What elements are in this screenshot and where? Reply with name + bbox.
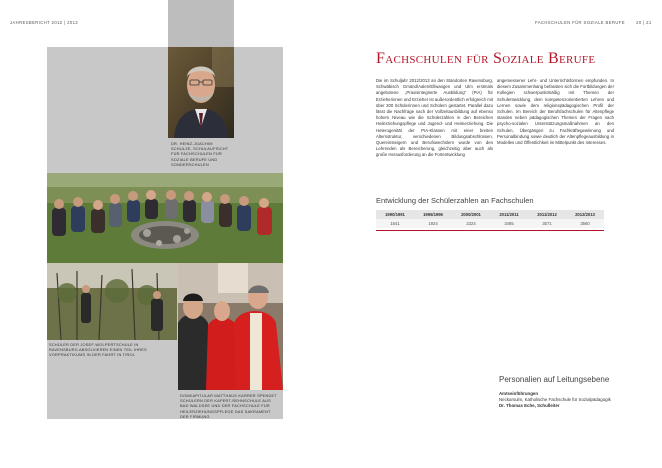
stats-heading: Entwicklung der Schülerzahlen an Fachschulen bbox=[376, 196, 534, 205]
personal-heading: Personalien auf Leitungsebene bbox=[499, 375, 610, 384]
page-number: 20 | 21 bbox=[636, 20, 652, 25]
portrait-man-image bbox=[168, 47, 234, 138]
stats-header-cell: 1995/1996 bbox=[414, 210, 452, 219]
stats-value-cell: 1641 bbox=[376, 219, 414, 228]
portrait-photo bbox=[168, 47, 234, 138]
running-head-title: FACHSCHULEN FÜR SOZIALE BERUFE bbox=[535, 20, 625, 25]
header-grey-tab bbox=[168, 0, 234, 47]
stats-value-cell: 3560 bbox=[566, 219, 604, 228]
group-photo bbox=[47, 173, 283, 263]
right-running-head bbox=[535, 20, 652, 25]
ceremony-photo bbox=[178, 263, 283, 390]
group-caption: SCHÜLER DER JOSEF-WOLPERTSCHULE IN RAVENSBURG ABSOLVIEREN EINEN TEIL IHRES VORPRAKTIKUMS IN DER FAHRT IN TIROL bbox=[49, 342, 147, 358]
intro-column-1: Die im Schuljahr 2012/2013 an den Standorten Ravensburg, Schwäbisch Gmünd/Aalen/Ellwangen und Ulm erstmals angebotene „Praxisintegrierte Ausbildung“ (PiA) für Erzieherinnen und Erzieher ist außerordentlich erfolgreich mit über 200 Schülerinnen und Schülern gestartet. Parallel dazu lässt die Nachfrage nach der Vollzeitausbildung auf ebenso hohem Niveau wie die Schülerzahlen in den Bereichen Heilerziehungspflege und Jugend- und Heimerziehung. Die Heterogenität der PIA-Klassen mit einer breiten Altersstruktur, verschiedenen Bildungsabschlüssen, Quereinsteigern und Berufswechslern wurde von den Lehrenden als Bereicherung, gleichzeitig aber auch als große Herausforderung an die Fortentwicklung bbox=[376, 78, 493, 158]
stats-header-row bbox=[376, 210, 604, 219]
stats-header-cell: 2000/2001 bbox=[452, 210, 490, 219]
stats-table-bottom-rule bbox=[376, 230, 604, 231]
personal-line-2: Dr. Thomas Eche, Schulleiter bbox=[499, 403, 560, 409]
ceremony-caption: DOMKAPITULAR MATTHÄUS KARRER SPENDET SCHÜLERN DER KAPERT-REHNSCHULE AUS BAD WALDSEE UND DER FACHSCHULE FÜR HEILERZIEHUNGSPFLEGE DAS SAKRAMENT DER FIRMUNG bbox=[180, 393, 277, 419]
stats-value-cell: 3571 bbox=[528, 219, 566, 228]
personal-line-1: Neckarsulm, Katholische Fachschule für Sozialpädagogik bbox=[499, 397, 611, 403]
stats-table bbox=[376, 210, 604, 228]
stats-value-cell: 3485 bbox=[490, 219, 528, 228]
stats-header-cell: 2012/2013 bbox=[566, 210, 604, 219]
left-running-head: JAHRESBERICHT 2012 | 2013 bbox=[10, 20, 79, 25]
intro-column-2: angemessener Lehr- und Unterrichtsformen empfunden. In diesem Zusammenhang befassten sich die Fortbildungen der Kollegien schwerpunktmäßig mit Themen der Schulentwicklung, dem kompetenzorientierten Lehren und Lernen sowie dem religionspädagogischen Profil der Schulen. Im Bereich der Berufsfachschulen für Altenpflege standen neben pädagogischen Themen der Fragen nach psycho-sozialen Unterstützungsmaßnahmen an den Schulen, Übergängen zu Fachkräftegewinnung und Personalbindung sowie deutlich der Altenpflegeausbildung in Modelles und Öffentlichkeit im Mittelpunkt des Interesses. bbox=[497, 78, 614, 146]
students-outdoor-image bbox=[47, 173, 283, 263]
stats-value-cell: 1924 bbox=[414, 219, 452, 228]
stats-header-cell: 2011/2012 bbox=[528, 210, 566, 219]
portrait-caption: DR. HEINZ-JOACHIM SCHULZE, SCHULAUFSICHT FÜR FACHSCHULEN FÜR SOZIALE BERUFE UND SONDERSCHULEN bbox=[171, 141, 229, 167]
personal-section bbox=[499, 391, 629, 410]
vineyard-work-image bbox=[47, 263, 177, 340]
stats-value-cell: 2324 bbox=[452, 219, 490, 228]
stats-header-cell: 1990/1991 bbox=[376, 210, 414, 219]
confirmation-ceremony-image bbox=[178, 263, 283, 390]
vineyard-photo bbox=[47, 263, 177, 340]
personal-label: Amtseinführungen bbox=[499, 391, 539, 396]
stats-header-cell: 2011/2011 bbox=[490, 210, 528, 219]
stats-value-row bbox=[376, 219, 604, 228]
stats-table-wrapper bbox=[376, 210, 604, 231]
page-title: Fachschulen für Soziale Berufe bbox=[376, 50, 596, 67]
